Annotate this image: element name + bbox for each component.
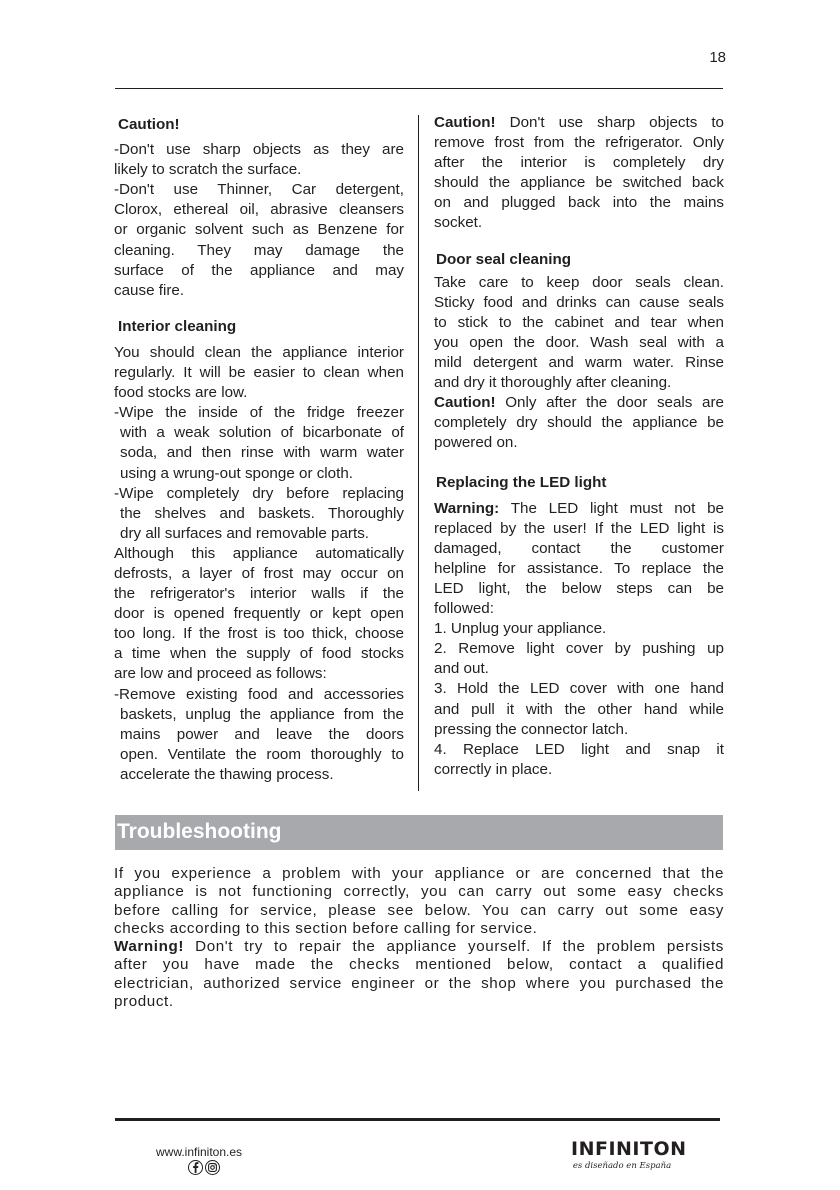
right-column xyxy=(434,113,724,780)
text-line: correctly in place. xyxy=(434,760,553,778)
text-line: accelerate the thawing process. xyxy=(120,765,334,783)
text-line: socket. xyxy=(434,214,483,232)
text-line: -Wipe the inside of the fridge freezer xyxy=(114,404,404,422)
brand-name: INFINITON xyxy=(571,1138,687,1160)
troubleshooting-intro xyxy=(114,865,724,938)
text-line: using a wrung-out sponge or cloth. xyxy=(120,464,354,482)
text-line: cause fire. xyxy=(114,281,185,299)
remove-food-paragraph xyxy=(114,685,404,785)
caution-point-2 xyxy=(114,180,404,301)
text-line: Warning: The LED light must not be xyxy=(434,499,724,517)
text-line: or organic solvent such as Benzene for xyxy=(114,221,404,239)
text-line: LED light, the below steps can be xyxy=(434,579,724,597)
troubleshooting-title: Troubleshooting xyxy=(117,820,282,843)
column-divider xyxy=(418,115,419,791)
text-line: are low and proceed as follows: xyxy=(114,665,327,683)
text-line: food stocks are low. xyxy=(114,384,248,402)
text-line: electrician, authorized service engineer or the shop where you purchased the xyxy=(114,974,724,992)
interior-wipe-2 xyxy=(114,484,404,544)
door-seal-caution xyxy=(434,393,724,453)
door-seal-paragraph xyxy=(434,273,724,394)
text-line: regularly. It will be easier to clean when xyxy=(114,364,404,382)
door-seal-heading: Door seal cleaning xyxy=(436,250,572,268)
text-line: You should clean the appliance interior xyxy=(114,343,404,361)
text-line: you open the door. Wash seal with a xyxy=(434,333,724,351)
troubleshooting-body xyxy=(114,865,724,1011)
led-step-1 xyxy=(434,619,724,639)
text-line: baskets, unplug the appliance from the xyxy=(120,705,404,723)
text-line: to stick to the cabinet and tear when xyxy=(434,313,724,331)
text-line: pressing the connector latch. xyxy=(434,720,629,738)
left-column xyxy=(114,115,404,785)
page-number: 18 xyxy=(709,49,726,66)
text-line: 3. Hold the LED cover with one hand xyxy=(434,680,724,698)
text-line: mains power and leave the doors xyxy=(120,725,404,743)
text-line: -Don't use sharp objects as they are xyxy=(114,141,404,159)
social-links xyxy=(188,1160,220,1175)
troubleshooting-banner xyxy=(115,815,723,850)
text-line: after the interior is completely dry xyxy=(434,154,724,172)
text-line: Sticky food and drinks can cause seals xyxy=(434,293,724,311)
text-line: and dry it thoroughly after cleaning. xyxy=(434,374,672,392)
instagram-icon[interactable] xyxy=(205,1160,220,1175)
text-line: powered on. xyxy=(434,434,518,452)
text-line: defrosts, a layer of frost may occur on xyxy=(114,564,404,582)
text-line: 4. Replace LED light and snap it xyxy=(434,740,724,758)
text-line: with a weak solution of bicarbonate of xyxy=(120,424,404,442)
text-line: Caution! Only after the door seals are xyxy=(434,394,724,412)
interior-wipe-1 xyxy=(114,403,404,483)
text-line: dry all surfaces and removable parts. xyxy=(120,524,370,542)
text-line: and pull it with the other hand while xyxy=(434,700,724,718)
text-line: remove frost from the refrigerator. Only xyxy=(434,134,724,152)
caution-point-1 xyxy=(114,140,404,180)
text-line: appliance is not functioning correctly, you can carry out some easy checks xyxy=(114,883,724,901)
text-line: -Wipe completely dry before replacing xyxy=(114,484,404,502)
text-line: surface of the appliance and may xyxy=(114,261,404,279)
text-line: followed: xyxy=(434,600,494,618)
text-line: damaged, contact the customer xyxy=(434,539,724,557)
text-line: completely dry should the appliance be xyxy=(434,414,724,432)
text-line: Although this appliance automatically xyxy=(114,544,404,562)
text-line: too long. If the frost is too thick, choose xyxy=(114,625,404,643)
led-light-heading: Replacing the LED light xyxy=(436,473,607,491)
caution-heading: Caution! xyxy=(118,116,180,133)
text-line: 2. Remove light cover by pushing up xyxy=(434,640,724,658)
led-warning xyxy=(434,499,724,620)
inline-label: Caution! xyxy=(434,114,496,131)
text-line: should the appliance be switched back xyxy=(434,174,724,192)
text-line: helpline for assistance. To replace the xyxy=(434,559,724,577)
text-line: checks according to this section before calling for service. xyxy=(114,919,538,937)
text-line: on and plugged back into the mains xyxy=(434,194,724,212)
text-line: the refrigerator's interior walls if the xyxy=(114,585,404,603)
text-line: If you experience a problem with your appliance or are concerned that the xyxy=(114,865,724,882)
brand-tagline: es diseñado en España xyxy=(572,1161,672,1171)
text-line: after you have made the checks mentioned below, contact a qualified xyxy=(114,956,724,974)
text-line: a time when the supply of food stocks xyxy=(114,645,404,663)
led-step-2 xyxy=(434,639,724,679)
text-line: -Remove existing food and accessories xyxy=(114,685,404,703)
interior-cleaning-heading: Interior cleaning xyxy=(118,317,237,335)
text-line: Clorox, ethereal oil, abrasive cleansers xyxy=(114,201,404,219)
text-line: -Don't use Thinner, Car detergent, xyxy=(114,181,404,199)
text-line: cleaning. They may damage the xyxy=(114,241,404,259)
led-step-3 xyxy=(434,679,724,739)
interior-intro xyxy=(114,343,404,403)
text-line: door is opened frequently or kept open xyxy=(114,605,404,623)
text-line: soda, and then rinse with warm water xyxy=(120,444,404,462)
text-line: the shelves and baskets. Thoroughly xyxy=(120,504,404,522)
inline-label: Warning: xyxy=(434,499,500,517)
text-line: Warning! Don't try to repair the appliance yourself. If the problem persists xyxy=(114,938,724,956)
text-line: open. Ventilate the room thoroughly to xyxy=(120,745,404,763)
text-line: 1. Unplug your appliance. xyxy=(434,620,607,638)
text-line: Take care to keep door seals clean. xyxy=(434,273,724,291)
header-divider xyxy=(115,88,723,89)
defrost-paragraph xyxy=(114,544,404,685)
text-line: before calling for service, please see below. You can carry out some easy xyxy=(114,901,724,919)
text-line: Caution! Don't use sharp objects to xyxy=(434,114,724,131)
text-line: and out. xyxy=(434,660,489,678)
website-link[interactable]: www.infiniton.es xyxy=(156,1145,243,1159)
led-step-4 xyxy=(434,740,724,780)
text-line: product. xyxy=(114,993,174,1011)
frost-caution xyxy=(434,113,724,234)
troubleshooting-warning xyxy=(114,938,724,1011)
facebook-icon[interactable] xyxy=(188,1160,203,1175)
footer-divider xyxy=(115,1118,720,1121)
inline-label: Caution! xyxy=(434,394,496,412)
inline-label: Warning! xyxy=(114,938,185,956)
brand-logo xyxy=(571,1138,687,1171)
text-line: likely to scratch the surface. xyxy=(114,161,302,179)
text-line: replaced by the user! If the LED light is xyxy=(434,519,724,537)
text-line: mild detergent and warm water. Rinse xyxy=(434,354,724,372)
